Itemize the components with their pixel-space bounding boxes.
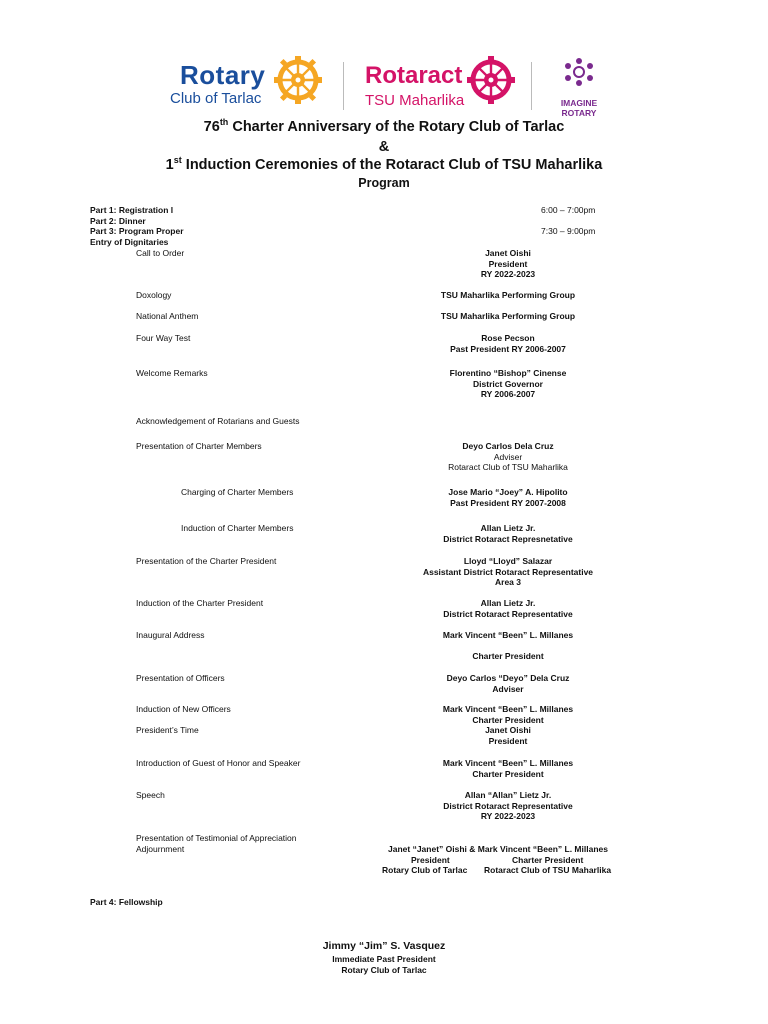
part-row xyxy=(90,226,610,237)
title2-text: Induction Ceremonies of the Rotaract Club of TSU Maharlika xyxy=(181,157,603,173)
presenter-line: Charter President xyxy=(472,651,544,661)
program-item-label: Welcome Remarks xyxy=(136,368,208,378)
program-item-presenter xyxy=(368,368,648,400)
signatory-name: Jimmy “Jim” S. Vasquez xyxy=(322,940,446,952)
program-item-label: Doxology xyxy=(136,290,172,300)
imagine-text: IMAGINE xyxy=(560,98,598,108)
program-item-label: Four Way Test xyxy=(136,333,191,343)
presenter-line: District Rotaract Representative xyxy=(443,608,573,619)
program-item-presenter xyxy=(368,311,648,322)
presenter-line: Lloyd “Lloyd” Salazar xyxy=(463,556,553,566)
presenter-line: Assistant District Rotaract Representative xyxy=(422,566,594,577)
presenter-line: Allan Lietz Jr. xyxy=(480,598,536,608)
program-item-presenter xyxy=(368,725,648,746)
program-item-presenter xyxy=(368,556,648,588)
rotary-wordmark: Rotary xyxy=(180,60,266,90)
rotaract-wordmark: Rotaract xyxy=(365,62,463,89)
program-item-presenter xyxy=(368,673,648,694)
presenter-line: RY 2006-2007 xyxy=(480,389,536,399)
presenter-line: Past President RY 2006-2007 xyxy=(450,343,566,354)
program-item-presenter xyxy=(368,758,648,779)
program-item-label: Charging of Charter Members xyxy=(181,487,294,497)
presenter-line: Past President RY 2007-2008 xyxy=(450,497,566,508)
program-item-label: Induction of New Officers xyxy=(136,704,231,714)
presenter-line: Deyo Carlos “Deyo” Dela Cruz xyxy=(446,673,570,683)
closing-president-left: President xyxy=(411,855,450,865)
presenter-line: RY 2022-2023 xyxy=(480,269,536,279)
presenter-line: Mark Vincent “Been” L. Millanes xyxy=(442,758,574,768)
program-item-presenter xyxy=(368,523,648,544)
presenter-line: President xyxy=(488,735,528,746)
program-item-label: Presentation of Testimonial of Appreciation xyxy=(136,833,297,843)
program-item-presenter xyxy=(368,704,648,725)
signatory-club: Rotary Club of Tarlac xyxy=(341,965,427,975)
presenter-line: District Rotaract Represnetative xyxy=(443,533,573,544)
presenter-line: Charter President xyxy=(472,714,544,725)
program-item-presenter xyxy=(368,441,648,473)
closing-club-right: Rotaract Club of TSU Maharlika xyxy=(484,865,612,875)
logo-divider-2 xyxy=(531,62,532,110)
presenter-line: TSU Maharlika Performing Group xyxy=(440,311,576,321)
closing-club-left: Rotary Club of Tarlac xyxy=(382,865,468,875)
program-item-presenter xyxy=(368,248,648,280)
presenter-line: TSU Maharlika Performing Group xyxy=(440,290,576,300)
program-item-label: Call to Order xyxy=(136,248,185,258)
rotaract-club-name: TSU Maharlika xyxy=(365,92,465,109)
program-heading: Program xyxy=(358,176,410,190)
presenter-line: President xyxy=(488,258,528,269)
presenter-line: Mark Vincent “Been” L. Millanes xyxy=(442,630,574,640)
presenter-line: Rose Pecson xyxy=(481,333,535,343)
presenter-line: Adviser xyxy=(493,451,523,462)
logo-divider xyxy=(343,62,344,110)
presenter-line: RY 2022-2023 xyxy=(480,811,536,821)
presenter-line: Area 3 xyxy=(495,577,521,587)
program-item-presenter xyxy=(368,333,648,354)
part-label: Entry of Dignitaries xyxy=(90,236,169,247)
program-item-label: Adjournment xyxy=(136,844,185,854)
rotary-club-name: Club of Tarlac xyxy=(170,90,262,107)
program-item-presenter xyxy=(368,290,648,301)
program-item-label: Acknowledgement of Rotarians and Guests xyxy=(136,416,300,426)
closing-names: Janet “Janet” Oishi & Mark Vincent “Been” L. Millanes xyxy=(388,844,608,854)
part-4-fellowship: Part 4: Fellowship xyxy=(90,897,163,907)
closing-president-right: Charter President xyxy=(512,855,584,865)
program-item-label: Induction of the Charter President xyxy=(136,598,264,608)
part-label: Part 1: Registration l xyxy=(90,205,174,215)
signatory-title: Immediate Past President xyxy=(332,954,436,964)
logo-bar xyxy=(0,50,768,124)
program-item-label: Presentation of the Charter President xyxy=(136,556,277,566)
presenter-line: Allan Lietz Jr. xyxy=(480,523,536,533)
program-item-label: Introduction of Guest of Honor and Speaker xyxy=(136,758,301,768)
presenter-line: Allan “Allan” Lietz Jr. xyxy=(464,790,552,800)
presenter-line: Deyo Carlos Dela Cruz xyxy=(462,441,554,451)
presenter-line: District Rotaract Representative xyxy=(443,800,573,811)
presenter-line: Adviser xyxy=(492,683,524,694)
program-item-presenter xyxy=(368,630,648,662)
rotaract-wheel-icon xyxy=(467,56,515,104)
presenter-line: District Governor xyxy=(473,378,543,389)
title2-ordinal: st xyxy=(173,155,182,166)
program-item-label: Presentation of Charter Members xyxy=(136,441,262,451)
presenter-line: Mark Vincent “Been” L. Millanes xyxy=(442,704,574,714)
program-parts xyxy=(90,205,610,247)
presenter-line xyxy=(368,641,648,652)
title-ordinal: th xyxy=(219,117,229,128)
program-item-label: Presentation of Officers xyxy=(136,673,225,683)
presenter-line: Florentino “Bishop” Cinense xyxy=(449,368,567,378)
imagine-rotary-icon xyxy=(563,58,595,92)
title-number: 76 xyxy=(203,119,220,135)
title-text: Charter Anniversary of the Rotary Club of Tarlac xyxy=(228,119,565,135)
program-item-label: National Anthem xyxy=(136,311,199,321)
program-item-presenter xyxy=(368,598,648,619)
presenter-line: Janet Oishi xyxy=(485,248,531,258)
part-time: 6:00 – 7:00pm xyxy=(541,205,596,215)
program-item-label: Induction of Charter Members xyxy=(181,523,294,533)
presenter-line: Janet Oishi xyxy=(485,725,531,735)
title2-number: 1 xyxy=(165,157,174,173)
presenter-line: Charter President xyxy=(472,768,544,779)
part-row xyxy=(90,237,610,248)
part-row xyxy=(90,205,610,216)
part-label: Part 2: Dinner xyxy=(90,215,146,226)
title-line-2 xyxy=(0,157,768,173)
title-ampersand: & xyxy=(378,139,390,155)
program-item-label: Speech xyxy=(136,790,165,800)
rotary-wheel-icon xyxy=(274,56,322,104)
program-item-presenter xyxy=(368,790,648,822)
part-row xyxy=(90,216,610,227)
part-label: Part 3: Program Proper xyxy=(90,226,184,236)
program-item-label: Inaugural Address xyxy=(136,630,205,640)
program-item-presenter xyxy=(368,487,648,508)
presenter-line: Jose Mario “Joey” A. Hipolito xyxy=(448,487,568,497)
presenter-line: Rotaract Club of TSU Maharlika xyxy=(448,462,568,472)
title-line-1 xyxy=(0,119,768,135)
program-item-label: President’s Time xyxy=(136,725,199,735)
part-time: 7:30 – 9:00pm xyxy=(541,226,596,236)
imagine-rotary-text: ROTARY xyxy=(561,108,597,118)
